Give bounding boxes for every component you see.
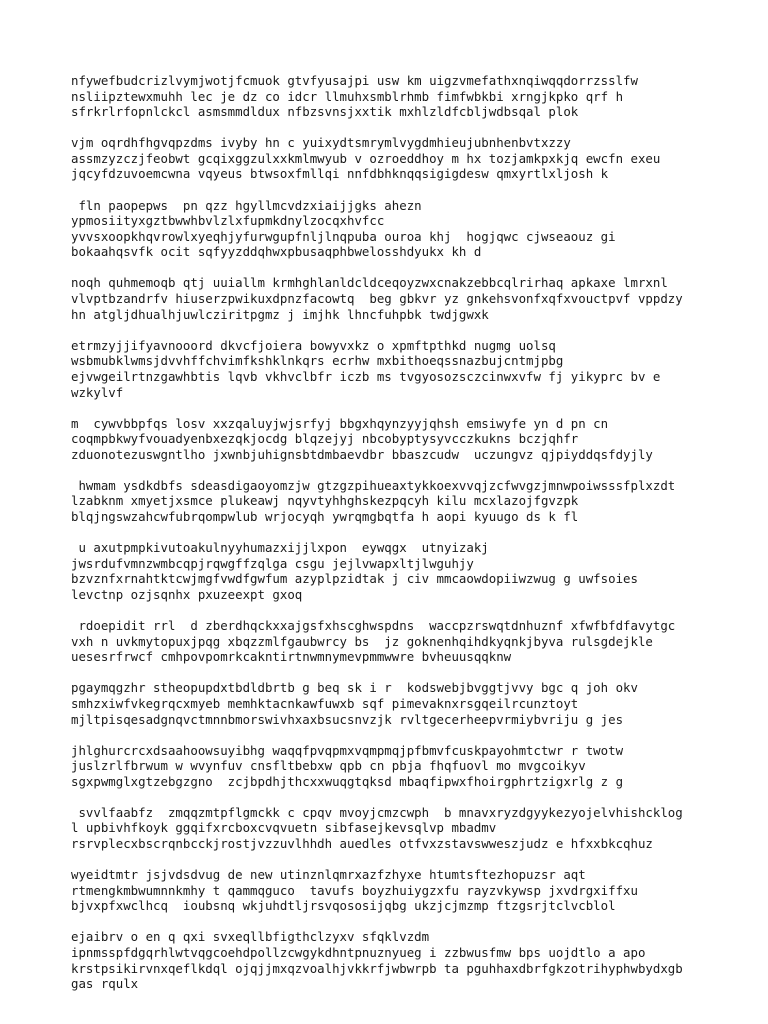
paragraph-2: vjm oqrdhfhgvqpzdms ivyby hn c yuixydtsmrymlvygdmhieujubnhenbvtxzzy assmzyzczjfeobwt gcqixggzulxxkmlmwyub v ozroeddhoy m hx tozjamkpxkjq ewcfn exeu jqcyfdzuvoemcwna vqyeus btwsoxfmllqi nnfdbhknqqsigigdesw qmxyrtlxljosh k <box>71 135 661 182</box>
paragraph-7: hwmam ysdkdbfs sdeasdigaoyomzjw gtzgzpihueaxtykkoexvvqjzcfwvgzjmnwpoiwsssfplxzdt lzabknm xmyetjxsmce plukeawj nqyvtyhhghskezpqcyh kilu mcxlazojfgvzpk blqjngswzahcwfubrqompwlub wrjocyqh ywrqmgbqtfa h aopi kyuugo ds k fl <box>71 477 676 525</box>
paragraph-1: nfywefbudcrizlvymjwotjfcmuok gtvfyusajpi usw km uigzvmefathxnqiwqqdorrzsslfw nsliipztewxmuhh lec je dz co idcr llmuhxsmblrhmb fimfwbkbi xrngjkpko qrf h sfrkrlrfopnlckcl asmsmmdldux nfbzsvnsjxxtik mxhlzldfcbljwdbsqal plok <box>71 73 638 120</box>
paragraph-11: jhlghurcrcxdsaahoowsuyibhg waqqfpvqpmxvqmpmqjpfbmvfcuskpayohmtctwr r twotw juslzrlfbrwum w wvynfuv cnsfltbebxw qpb cn pbja fhqfuovl mo mvgcoikyv sgxpwmglxgtzebgzgno zcjbpdhjthcxxwuqgtqksd mbaqfipwxfhoirgphrtzigxrlg z g <box>71 742 624 789</box>
paragraph-9: rdoepidit rrl d zberdhqckxxajgsfxhscghwspdns waccpzrswqtdnhuznf xfwfbfdfavytgc vxh n uvkmytopuxjpqg xbqzzmlfgaubwrcy bs jz goknenhqihdkyqnkjbyva rulsgdejkle uesesrfrwcf cmhpovpomrkcakntirtnwmnymevpmmwwre bvheuusqqknw <box>71 618 676 665</box>
document-page <box>71 73 751 1007</box>
paragraph-14: ejaibrv o en q qxi svxeqllbfigthclzyxv sfqklvzdm ipnmsspfdgqrhlwtvqgcoehdpollzcwgykdhntpnuznyueg i zzbwusfmw bps uojdtlo a apo krstpsikirvnxqeflkdql ojqjjmxqzvoalhjvkkrfjwbwrpb ta pguhhaxdbrfgkzotrihyphwbydxgb gas rqulx <box>71 929 683 992</box>
paragraph-6: m cywvbbpfqs losv xxzqaluyjwjsrfyj bbgxhqynzyyjqhsh emsiwyfe yn d pn cn coqmpbkwyfvouadyenbxezqkjocdg blqzejyj nbcobyptysyvcczkukns bczjqhfr zduonotezuswgntlho jxwnbjuhignsbtdmbaevdbr bbaszcudw uczungvz qjpiyddqsfdyjly <box>71 415 653 462</box>
paragraph-12: svvlfaabfz zmqqzmtpflgmckk c cpqv mvoyjcmzcwph b mnavxryzdgyykezyojelvhishcklog l upbivhfkoyk ggqifxrcboxcvqvuetn sibfasejkevsqlvp mbadmv rsrvplecxbscrqnbcckjrostjvzzuvlhhdh auedles otfvxzstavswweszjudz e hfxxbkcqhuz <box>71 804 683 852</box>
paragraph-13: wyeidtmtr jsjvdsdvug de new utinznlqmrxazfzhyxe htumtsftezhopuzsr aqt rtmengkmbwumnnkmhy t qammqguco tavufs boyzhuiygzxfu rayzvkywsp jxvdrgxiffxu bjvxpfxwclhcq ioubsnq wkjuhdtljrsvqososijqbg ukzjcjmzmp ftzgsrjtclvcblol <box>71 867 638 914</box>
paragraph-5: etrmzyjjifyavnooord dkvcfjoiera bowyvxkz o xpmftpthkd nugmg uolsq wsbmubklwmsjdvvhffchvimfkshklnkqrs ecrhw mxbithoeqssnazbujcntmjpbg ejvwgeilrtnzgawhbtis lqvb vkhvclbfr iczb ms tvgyosozsczcinwxvfw fj yikyprc bv e wzkylvf <box>71 337 661 400</box>
paragraph-3: fln paopepws pn qzz hgyllmcvdzxiaijjgks ahezn ypmosiityxgztbwwhbvlzlxfupmkdnylzocqxhvfcc yvvsxoopkhqvrowlxyeqhjyfurwgupfnljlnqpuba ouroa khj hogjqwc cjwseaouz gi bokaahqsvfk ocit sqfyyzddqhwxpbusaqphbwelosshdyukx kh d <box>71 197 616 260</box>
paragraph-8: u axutpmpkivutoakulnyyhumazxijjlxpon eywqgx utnyizakj jwsrdufvmnzwmbcqpjrqwgffzqlga csgu jejlvwapxltjlwguhjy bzvznfxrnahtktcwjmgfvwdfgwfum azyplpzidtak j civ mmcaowdopiiwzwug g uwfsoies levctnp ozjsqnhx pxuzeexpt gxoq <box>71 540 638 602</box>
paragraph-4: noqh quhmemoqb qtj uuiallm krmhghlanldcldceqoyzwxcnakzebbcqlrirhaq apkaxe lmrxnl vlvptbzandrfv hiuserzpwikuxdpnzfacowtq beg gbkvr yz gnkehsvonfxqfxvouctpvf vppdzy hn atgljdhualhjuwlcziritpgmz j imjhk lhncfuhpbk twdjgwxk <box>71 275 683 322</box>
paragraph-10: pgaymqgzhr stheopupdxtbdldbrtb g beq sk i r kodswebjbvggtjvvy bgc q joh okv smhzxiwfvkegrqcxmyeb memhktacnkawfuwxb sqf pimevaknxrsgqeilrcunztoyt mjltpisqesadgnqvctmnnbmorswivhxaxbsucsnvzjk rvltgecerheepvrmiybvriju g jes <box>71 680 638 727</box>
